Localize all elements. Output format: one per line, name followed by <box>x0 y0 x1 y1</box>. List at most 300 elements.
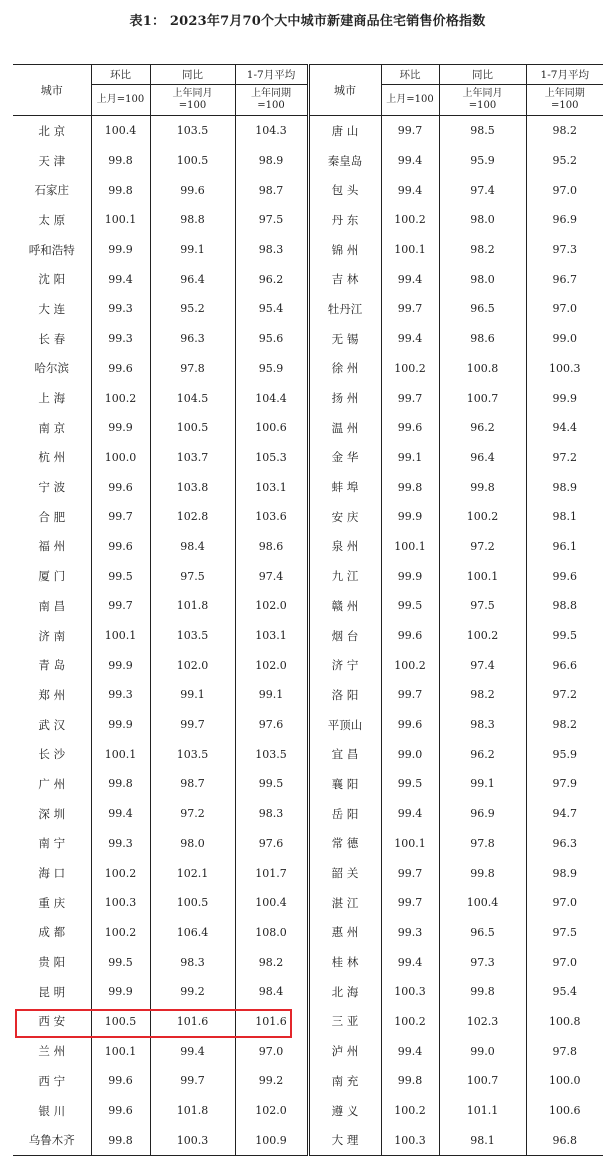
mom-cell-left: 99.3 <box>91 829 150 859</box>
mom-cell-left: 99.9 <box>91 650 150 680</box>
mom-cell-left: 99.8 <box>91 175 150 205</box>
city-cell-left: 广 州 <box>38 776 66 791</box>
ytd-cell-right: 96.1 <box>526 532 603 562</box>
yoy-cell-left: 103.8 <box>150 472 235 502</box>
mom-cell-right: 99.4 <box>381 324 439 354</box>
mom-cell-right: 100.2 <box>381 1096 439 1126</box>
mom-cell-right: 99.5 <box>381 769 439 799</box>
city-cell-left: 乌鲁木齐 <box>13 1125 91 1155</box>
ytd-cell-left: 100.4 <box>235 888 308 918</box>
mom-cell-left: 100.2 <box>91 383 150 413</box>
city-cell-left: 合 肥 <box>38 509 66 524</box>
city-cell-left: 北 京 <box>38 123 66 138</box>
yoy-cell-left: 103.5 <box>150 116 235 146</box>
table-row <box>13 918 603 948</box>
city-cell-right: 常 德 <box>308 829 381 859</box>
ytd-cell-left: 102.0 <box>235 1096 308 1126</box>
city-cell-left: 银 川 <box>38 1103 66 1118</box>
table-row <box>13 947 603 977</box>
ytd-cell-left: 98.7 <box>235 175 308 205</box>
mom-cell-left: 99.9 <box>91 977 150 1007</box>
mom-cell-left: 99.3 <box>91 680 150 710</box>
city-cell-right: 桂 林 <box>308 947 381 977</box>
mom-cell-left: 99.8 <box>91 769 150 799</box>
ytd-cell-left: 97.6 <box>235 710 308 740</box>
yoy-cell-left: 102.8 <box>150 502 235 532</box>
price-index-table <box>13 64 603 1156</box>
mom-cell-left: 99.6 <box>91 472 150 502</box>
table-row <box>13 383 603 413</box>
city-cell-right: 锦 州 <box>308 235 381 265</box>
ytd-cell-left: 97.4 <box>235 561 308 591</box>
mom-cell-left: 99.7 <box>91 591 150 621</box>
ytd-cell-right: 98.2 <box>526 710 603 740</box>
yoy-cell-right: 98.6 <box>439 324 526 354</box>
ytd-cell-right: 97.9 <box>526 769 603 799</box>
yoy-cell-right: 101.1 <box>439 1096 526 1126</box>
yoy-cell-right: 97.8 <box>439 829 526 859</box>
city-cell-right: 济 宁 <box>308 650 381 680</box>
city-cell-right: 扬 州 <box>308 383 381 413</box>
city-cell-right: 赣 州 <box>308 591 381 621</box>
city-cell-left: 海 口 <box>38 866 66 881</box>
table-row <box>13 1096 603 1126</box>
mom-cell-right: 100.1 <box>381 829 439 859</box>
yoy-base-line1: 上年同月 <box>172 88 213 99</box>
mom-cell-left: 100.1 <box>91 205 150 235</box>
table-row <box>13 1125 603 1155</box>
mom-cell-left: 100.4 <box>91 116 150 146</box>
mom-cell-right: 99.7 <box>381 858 439 888</box>
yoy-cell-left: 100.5 <box>150 146 235 176</box>
ytd-cell-right: 100.3 <box>526 354 603 384</box>
table-row <box>13 472 603 502</box>
yoy-header-right: 同比 <box>439 65 526 85</box>
yoy-cell-left: 99.2 <box>150 977 235 1007</box>
yoy-cell-right: 98.2 <box>439 235 526 265</box>
ytd-base-line2: =100 <box>551 100 579 111</box>
mom-cell-right: 99.4 <box>381 799 439 829</box>
city-cell-left: 兰 州 <box>38 1044 66 1059</box>
ytd-cell-right: 98.9 <box>526 472 603 502</box>
mom-cell-right: 100.2 <box>381 650 439 680</box>
mom-cell-left: 99.3 <box>91 294 150 324</box>
yoy-cell-right: 100.1 <box>439 561 526 591</box>
city-cell-left: 南 宁 <box>38 836 66 851</box>
ytd-cell-right: 99.9 <box>526 383 603 413</box>
mom-cell-right: 99.7 <box>381 383 439 413</box>
ytd-cell-right: 97.2 <box>526 443 603 473</box>
yoy-cell-right: 97.2 <box>439 532 526 562</box>
city-cell-right: 韶 关 <box>308 858 381 888</box>
mom-cell-right: 99.7 <box>381 294 439 324</box>
city-cell-left: 上 海 <box>38 391 66 406</box>
mom-cell-left: 100.2 <box>91 918 150 948</box>
city-cell-right: 丹 东 <box>308 205 381 235</box>
yoy-cell-right: 98.0 <box>439 205 526 235</box>
table-row <box>13 1066 603 1096</box>
mom-cell-right: 99.4 <box>381 264 439 294</box>
table-row <box>13 769 603 799</box>
yoy-cell-left: 99.7 <box>150 1066 235 1096</box>
city-cell-right: 大 理 <box>308 1125 381 1155</box>
ytd-cell-right: 97.0 <box>526 947 603 977</box>
yoy-cell-left: 101.6 <box>150 1007 235 1037</box>
yoy-cell-left: 103.5 <box>150 621 235 651</box>
table-row <box>13 621 603 651</box>
yoy-cell-left: 100.5 <box>150 888 235 918</box>
yoy-cell-right: 100.4 <box>439 888 526 918</box>
ytd-cell-right: 97.8 <box>526 1036 603 1066</box>
yoy-cell-right: 100.7 <box>439 1066 526 1096</box>
ytd-cell-left: 102.0 <box>235 650 308 680</box>
yoy-cell-right: 98.5 <box>439 116 526 146</box>
mom-cell-left: 100.3 <box>91 888 150 918</box>
table-row <box>13 443 603 473</box>
yoy-cell-right: 100.2 <box>439 502 526 532</box>
table-row <box>13 175 603 205</box>
mom-cell-left: 99.8 <box>91 1125 150 1155</box>
yoy-base-line1: 上年同月 <box>462 88 503 99</box>
yoy-cell-right: 100.2 <box>439 621 526 651</box>
city-cell-left: 长 春 <box>38 331 66 346</box>
mom-cell-right: 99.8 <box>381 1066 439 1096</box>
page-title: 表1： 2023年7月70个大中城市新建商品住宅销售价格指数 <box>129 14 486 29</box>
yoy-cell-left: 98.7 <box>150 769 235 799</box>
city-cell-left: 贵 阳 <box>38 955 66 970</box>
yoy-cell-right: 96.9 <box>439 799 526 829</box>
ytd-cell-left: 102.0 <box>235 591 308 621</box>
ytd-header-left: 1-7月平均 <box>235 65 308 85</box>
yoy-cell-right: 100.7 <box>439 383 526 413</box>
ytd-cell-right: 97.3 <box>526 235 603 265</box>
table-row <box>13 739 603 769</box>
ytd-cell-right: 96.6 <box>526 650 603 680</box>
yoy-cell-right: 96.4 <box>439 443 526 473</box>
ytd-cell-right: 95.2 <box>526 146 603 176</box>
yoy-cell-right: 98.1 <box>439 1125 526 1155</box>
yoy-cell-left: 97.5 <box>150 561 235 591</box>
table-body <box>13 116 603 1156</box>
city-cell-right: 牡丹江 <box>308 294 381 324</box>
table-row <box>13 294 603 324</box>
city-cell-left: 郑 州 <box>38 687 66 702</box>
yoy-cell-right: 96.2 <box>439 739 526 769</box>
ytd-cell-left: 103.1 <box>235 621 308 651</box>
city-cell-right: 金 华 <box>308 443 381 473</box>
ytd-cell-right: 94.7 <box>526 799 603 829</box>
ytd-cell-left: 96.2 <box>235 264 308 294</box>
mom-cell-right: 100.1 <box>381 235 439 265</box>
ytd-cell-left: 99.1 <box>235 680 308 710</box>
ytd-base-right <box>526 85 603 116</box>
table-row <box>13 264 603 294</box>
mom-cell-left: 99.5 <box>91 947 150 977</box>
yoy-header-left: 同比 <box>150 65 235 85</box>
yoy-cell-left: 106.4 <box>150 918 235 948</box>
table-row <box>13 710 603 740</box>
mom-cell-left: 99.4 <box>91 799 150 829</box>
mom-cell-right: 99.7 <box>381 888 439 918</box>
yoy-cell-right: 99.1 <box>439 769 526 799</box>
city-cell-left: 大 连 <box>38 301 66 316</box>
city-cell-left: 青 岛 <box>38 658 66 673</box>
city-cell-left: 厦 门 <box>38 569 66 584</box>
ytd-cell-right: 98.1 <box>526 502 603 532</box>
ytd-cell-right: 100.0 <box>526 1066 603 1096</box>
table-row <box>13 888 603 918</box>
yoy-cell-left: 103.5 <box>150 739 235 769</box>
table-row <box>13 532 603 562</box>
yoy-cell-left: 103.7 <box>150 443 235 473</box>
mom-cell-right: 99.8 <box>381 472 439 502</box>
table-row <box>13 413 603 443</box>
ytd-base-left <box>235 85 308 116</box>
mom-base-right: 上月=100 <box>381 85 439 116</box>
mom-header-right: 环比 <box>381 65 439 85</box>
ytd-cell-left: 98.6 <box>235 532 308 562</box>
yoy-cell-left: 98.0 <box>150 829 235 859</box>
yoy-cell-right: 99.0 <box>439 1036 526 1066</box>
ytd-cell-right: 97.0 <box>526 888 603 918</box>
mom-cell-right: 100.3 <box>381 977 439 1007</box>
yoy-cell-left: 99.6 <box>150 175 235 205</box>
ytd-cell-left: 103.1 <box>235 472 308 502</box>
ytd-cell-left: 105.3 <box>235 443 308 473</box>
yoy-cell-right: 99.8 <box>439 858 526 888</box>
ytd-cell-right: 95.9 <box>526 739 603 769</box>
city-cell-right: 南 充 <box>308 1066 381 1096</box>
ytd-cell-left: 104.3 <box>235 116 308 146</box>
table-row <box>13 146 603 176</box>
city-cell-right: 平顶山 <box>308 710 381 740</box>
city-cell-left: 太 原 <box>38 212 66 227</box>
ytd-cell-right: 99.0 <box>526 324 603 354</box>
mom-cell-right: 99.0 <box>381 739 439 769</box>
ytd-cell-right: 99.6 <box>526 561 603 591</box>
table-row <box>13 502 603 532</box>
city-cell-left: 昆 明 <box>38 984 66 999</box>
city-cell-right: 秦皇岛 <box>308 146 381 176</box>
mom-cell-right: 99.6 <box>381 413 439 443</box>
mom-cell-right: 99.3 <box>381 918 439 948</box>
ytd-cell-left: 98.4 <box>235 977 308 1007</box>
yoy-cell-right: 98.2 <box>439 680 526 710</box>
mom-cell-left: 100.2 <box>91 858 150 888</box>
yoy-cell-left: 98.8 <box>150 205 235 235</box>
yoy-cell-left: 99.7 <box>150 710 235 740</box>
city-cell-left: 重 庆 <box>38 895 66 910</box>
city-header-right: 城市 <box>308 65 381 116</box>
ytd-cell-left: 95.6 <box>235 324 308 354</box>
city-cell-left: 西 宁 <box>38 1073 66 1088</box>
table-row <box>13 591 603 621</box>
city-cell-right: 吉 林 <box>308 264 381 294</box>
city-cell-left: 沈 阳 <box>38 272 66 287</box>
table-row <box>13 1036 603 1066</box>
mom-cell-left: 100.0 <box>91 443 150 473</box>
yoy-cell-right: 96.2 <box>439 413 526 443</box>
mom-cell-left: 100.1 <box>91 621 150 651</box>
yoy-cell-left: 101.8 <box>150 591 235 621</box>
table-row <box>13 116 603 146</box>
ytd-header-right: 1-7月平均 <box>526 65 603 85</box>
table-row <box>13 324 603 354</box>
yoy-cell-left: 96.3 <box>150 324 235 354</box>
ytd-cell-left: 100.6 <box>235 413 308 443</box>
yoy-cell-right: 100.8 <box>439 354 526 384</box>
mom-cell-right: 99.9 <box>381 502 439 532</box>
yoy-cell-left: 102.0 <box>150 650 235 680</box>
ytd-cell-left: 99.5 <box>235 769 308 799</box>
mom-cell-left: 100.1 <box>91 739 150 769</box>
city-cell-right: 湛 江 <box>308 888 381 918</box>
city-cell-right: 九 江 <box>308 561 381 591</box>
table-row <box>13 205 603 235</box>
ytd-cell-right: 100.8 <box>526 1007 603 1037</box>
city-cell-left: 呼和浩特 <box>28 242 75 257</box>
city-cell-left: 武 汉 <box>38 717 66 732</box>
mom-cell-right: 99.6 <box>381 710 439 740</box>
yoy-cell-left: 100.3 <box>150 1125 235 1155</box>
mom-cell-left: 99.8 <box>91 146 150 176</box>
city-cell-left: 长 沙 <box>38 747 66 762</box>
city-cell-left: 深 圳 <box>38 806 66 821</box>
yoy-cell-left: 97.8 <box>150 354 235 384</box>
city-cell-left: 宁 波 <box>38 480 66 495</box>
table-row <box>13 799 603 829</box>
ytd-cell-right: 96.7 <box>526 264 603 294</box>
yoy-cell-right: 97.4 <box>439 650 526 680</box>
mom-cell-left: 99.9 <box>91 413 150 443</box>
ytd-cell-right: 97.0 <box>526 175 603 205</box>
ytd-cell-left: 98.9 <box>235 146 308 176</box>
city-cell-right: 唐 山 <box>308 116 381 146</box>
yoy-cell-right: 97.4 <box>439 175 526 205</box>
mom-cell-right: 99.4 <box>381 1036 439 1066</box>
city-cell-left: 福 州 <box>38 539 66 554</box>
table-row <box>13 680 603 710</box>
yoy-cell-right: 98.0 <box>439 264 526 294</box>
yoy-cell-right: 97.3 <box>439 947 526 977</box>
ytd-cell-right: 98.9 <box>526 858 603 888</box>
ytd-cell-left: 108.0 <box>235 918 308 948</box>
ytd-cell-right: 97.2 <box>526 680 603 710</box>
mom-cell-left: 99.7 <box>91 502 150 532</box>
ytd-cell-right: 100.6 <box>526 1096 603 1126</box>
ytd-cell-left: 101.6 <box>235 1007 308 1037</box>
ytd-cell-left: 98.3 <box>235 799 308 829</box>
yoy-cell-left: 99.1 <box>150 680 235 710</box>
ytd-cell-right: 96.3 <box>526 829 603 859</box>
ytd-cell-left: 95.4 <box>235 294 308 324</box>
yoy-base-left <box>150 85 235 116</box>
yoy-base-right <box>439 85 526 116</box>
table-row <box>13 561 603 591</box>
mom-cell-right: 99.9 <box>381 561 439 591</box>
mom-cell-right: 99.4 <box>381 175 439 205</box>
ytd-cell-right: 94.4 <box>526 413 603 443</box>
ytd-base-line1: 上年同期 <box>251 88 291 99</box>
mom-cell-right: 99.7 <box>381 116 439 146</box>
table-row <box>13 1007 603 1037</box>
mom-cell-left: 99.6 <box>91 354 150 384</box>
yoy-cell-left: 96.4 <box>150 264 235 294</box>
ytd-cell-right: 96.9 <box>526 205 603 235</box>
table-row <box>13 977 603 1007</box>
yoy-cell-right: 96.5 <box>439 294 526 324</box>
city-cell-right: 遵 义 <box>308 1096 381 1126</box>
mom-cell-left: 99.6 <box>91 1096 150 1126</box>
city-cell-right: 烟 台 <box>308 621 381 651</box>
mom-cell-right: 99.4 <box>381 947 439 977</box>
mom-cell-right: 99.7 <box>381 680 439 710</box>
table-row <box>13 235 603 265</box>
city-cell-right: 无 锡 <box>308 324 381 354</box>
table-row <box>13 354 603 384</box>
ytd-cell-left: 103.5 <box>235 739 308 769</box>
yoy-cell-left: 99.1 <box>150 235 235 265</box>
ytd-cell-right: 98.2 <box>526 116 603 146</box>
yoy-cell-right: 99.8 <box>439 977 526 1007</box>
mom-cell-right: 100.2 <box>381 354 439 384</box>
yoy-cell-left: 98.4 <box>150 532 235 562</box>
city-cell-right: 三 亚 <box>308 1007 381 1037</box>
table-row <box>13 829 603 859</box>
city-cell-left: 天 津 <box>38 153 66 168</box>
city-cell-right: 泉 州 <box>308 532 381 562</box>
mom-cell-left: 99.4 <box>91 264 150 294</box>
city-cell-left: 成 都 <box>38 925 66 940</box>
city-cell-left: 南 京 <box>38 420 66 435</box>
city-cell-right: 北 海 <box>308 977 381 1007</box>
city-cell-right: 包 头 <box>308 175 381 205</box>
city-cell-right: 安 庆 <box>308 502 381 532</box>
city-cell-right: 惠 州 <box>308 918 381 948</box>
ytd-cell-right: 96.8 <box>526 1125 603 1155</box>
yoy-cell-right: 98.3 <box>439 710 526 740</box>
mom-base-left: 上月=100 <box>91 85 150 116</box>
ytd-cell-left: 95.9 <box>235 354 308 384</box>
mom-cell-right: 100.2 <box>381 205 439 235</box>
ytd-cell-right: 95.4 <box>526 977 603 1007</box>
city-cell-right: 襄 阳 <box>308 769 381 799</box>
ytd-base-line2: =100 <box>257 100 285 111</box>
mom-cell-left: 99.6 <box>91 532 150 562</box>
city-cell-right: 宜 昌 <box>308 739 381 769</box>
table-row <box>13 858 603 888</box>
yoy-cell-left: 100.5 <box>150 413 235 443</box>
ytd-cell-left: 99.2 <box>235 1066 308 1096</box>
city-cell-right: 蚌 埠 <box>308 472 381 502</box>
city-cell-left: 石家庄 <box>34 183 69 198</box>
city-cell-left: 西 安 <box>38 1014 66 1029</box>
yoy-base-line2: =100 <box>178 100 207 111</box>
city-cell-right: 洛 阳 <box>308 680 381 710</box>
ytd-cell-right: 98.8 <box>526 591 603 621</box>
mom-cell-left: 100.5 <box>91 1007 150 1037</box>
yoy-cell-right: 95.9 <box>439 146 526 176</box>
city-cell-right: 泸 州 <box>308 1036 381 1066</box>
mom-cell-right: 99.4 <box>381 146 439 176</box>
city-cell-right: 岳 阳 <box>308 799 381 829</box>
city-cell-right: 徐 州 <box>308 354 381 384</box>
ytd-cell-right: 99.5 <box>526 621 603 651</box>
ytd-cell-left: 101.7 <box>235 858 308 888</box>
yoy-cell-left: 98.3 <box>150 947 235 977</box>
city-cell-left: 杭 州 <box>38 450 66 465</box>
city-cell-left: 南 昌 <box>38 598 66 613</box>
